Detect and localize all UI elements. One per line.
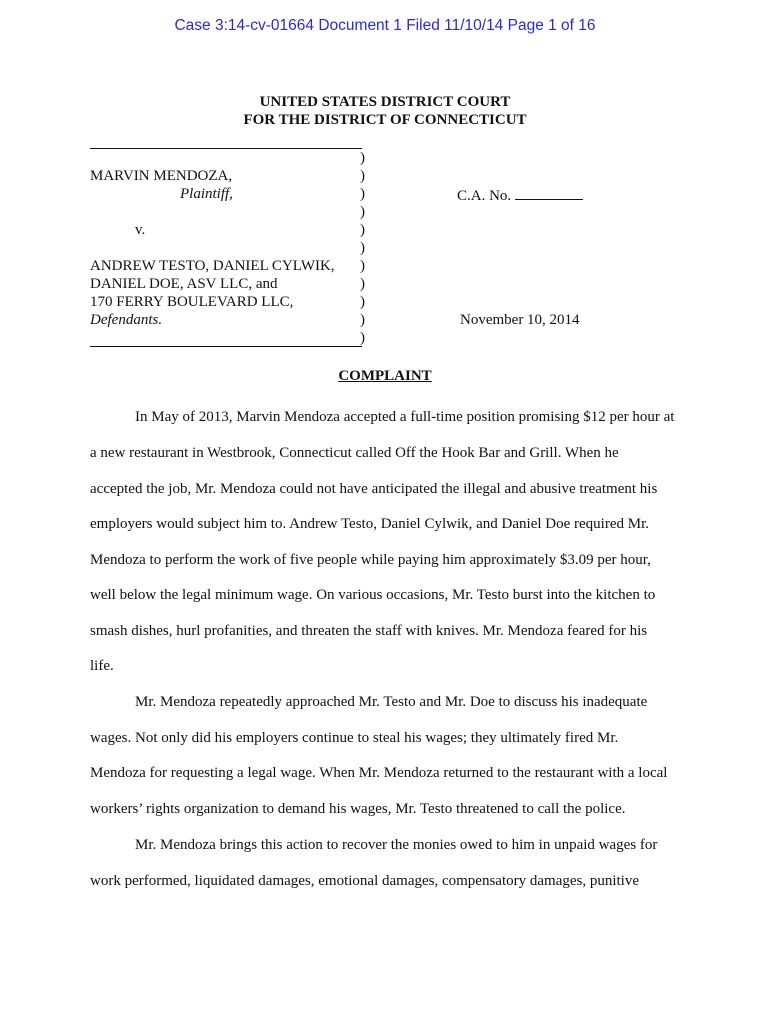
ecf-header-stamp: Case 3:14-cv-01664 Document 1 Filed 11/10/14 Page 1 of 16 (174, 17, 596, 34)
caption-paren: ) (360, 186, 365, 202)
caption-paren: ) (360, 294, 365, 310)
caption-paren: ) (360, 330, 365, 346)
plaintiff-role: Plaintiff, (180, 186, 233, 202)
caption-top-rule (90, 148, 362, 149)
caption-paren: ) (360, 258, 365, 274)
court-name: UNITED STATES DISTRICT COURT (259, 94, 511, 110)
document-title: COMPLAINT (338, 368, 432, 384)
body-line: work performed, liquidated damages, emotional damages, compensatory damages, punitive (90, 873, 640, 889)
caption-paren: ) (360, 168, 365, 184)
defendants-line-2: DANIEL DOE, ASV LLC, and (90, 276, 278, 292)
versus: v. (135, 222, 146, 238)
caption-paren: ) (360, 312, 365, 328)
caption-paren: ) (360, 204, 365, 220)
caption-paren: ) (360, 240, 365, 256)
body-line: smash dishes, hurl profanities, and threaten the staff with knives. Mr. Mendoza feared for his (90, 623, 648, 639)
body-line: wages. Not only did his employers continue to steal his wages; they ultimately fired Mr. (90, 730, 619, 746)
plaintiff-name: MARVIN MENDOZA, (90, 168, 233, 184)
body-line: Mendoza to perform the work of five people while paying him approximately $3.09 per hour, (90, 552, 651, 568)
defendants-line-1: ANDREW TESTO, DANIEL CYLWIK, (90, 258, 335, 274)
filing-date: November 10, 2014 (460, 312, 580, 328)
defendants-line-3: 170 FERRY BOULEVARD LLC, (90, 294, 294, 310)
caption-bottom-rule (90, 346, 362, 347)
body-line: employers would subject him to. Andrew Testo, Daniel Cylwik, and Daniel Doe required Mr. (90, 516, 649, 532)
body-line: Mr. Mendoza brings this action to recover the monies owed to him in unpaid wages for (135, 837, 658, 853)
body-line: workers’ rights organization to demand his wages, Mr. Testo threatened to call the police. (90, 801, 626, 817)
body-line: accepted the job, Mr. Mendoza could not have anticipated the illegal and abusive treatment his (90, 481, 658, 497)
court-district: FOR THE DISTRICT OF CONNECTICUT (243, 112, 527, 128)
body-line: In May of 2013, Marvin Mendoza accepted a full-time position promising $12 per hour at (135, 409, 675, 425)
caption-paren: ) (360, 276, 365, 292)
body-line: life. (90, 658, 114, 674)
case-number-label: C.A. No. (457, 188, 512, 204)
body-line: Mr. Mendoza repeatedly approached Mr. Testo and Mr. Doe to discuss his inadequate (135, 694, 648, 710)
body-line: Mendoza for requesting a legal wage. When Mr. Mendoza returned to the restaurant with a local (90, 765, 668, 781)
caption-paren: ) (360, 150, 365, 166)
case-number-blank (515, 186, 583, 200)
body-line: a new restaurant in Westbrook, Connecticut called Off the Hook Bar and Grill. When he (90, 445, 619, 461)
case-number (457, 186, 583, 205)
body-line: well below the legal minimum wage. On various occasions, Mr. Testo burst into the kitchen to (90, 587, 656, 603)
caption-paren: ) (360, 222, 365, 238)
defendants-role: Defendants. (90, 312, 163, 328)
